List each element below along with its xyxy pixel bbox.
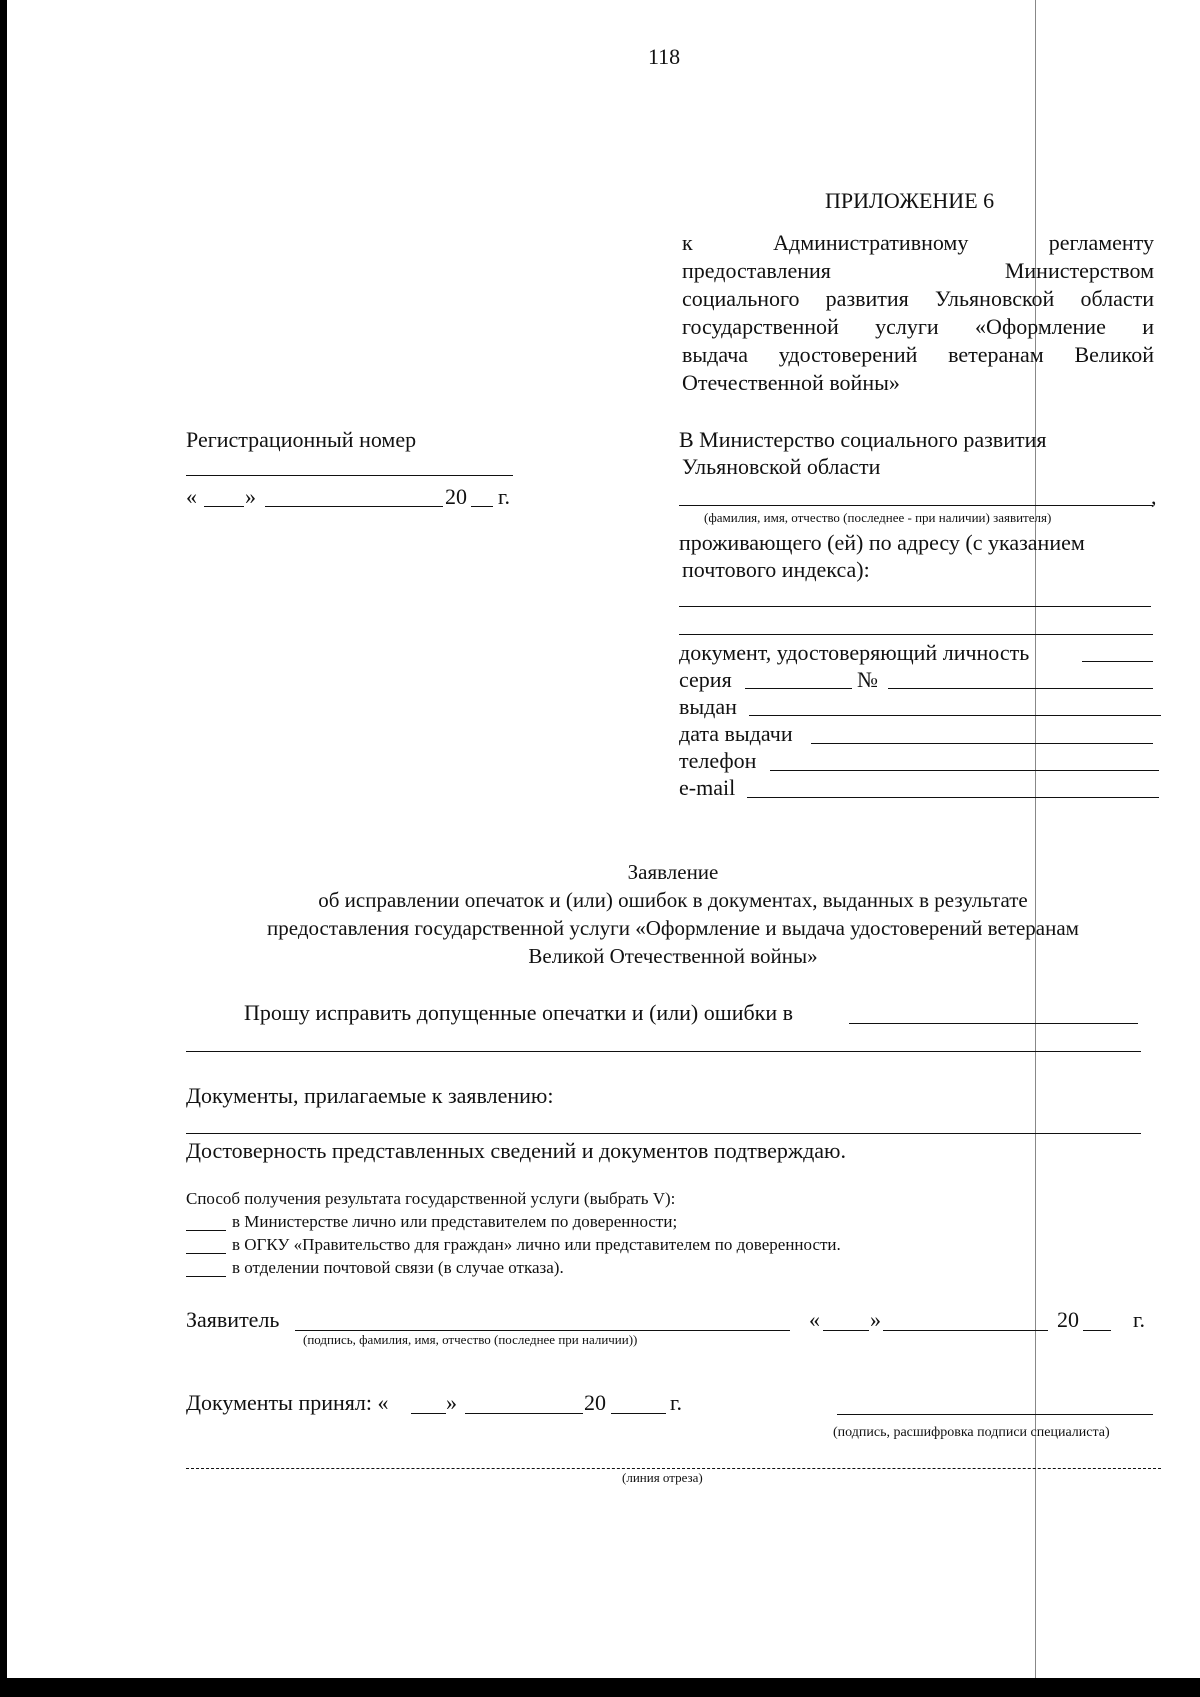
registration-label: Регистрационный номер [186, 427, 417, 452]
address-label-1: проживающего (ей) по адресу (с указанием [679, 530, 1085, 555]
cut-line [186, 1468, 1161, 1469]
appendix-line: социального развития Ульяновской области [682, 286, 1154, 311]
registration-date-open: « [186, 484, 197, 509]
recipient-line-1: В Министерство социального развития [679, 427, 1047, 452]
delivery-option-label: в ОГКУ «Правительство для граждан» лично или представителем по доверенности. [232, 1235, 841, 1254]
page-number: 118 [648, 44, 681, 69]
accepted-day-field[interactable] [411, 1413, 446, 1414]
issue-date-label: дата выдачи [679, 721, 793, 746]
request-field-1[interactable] [849, 1023, 1138, 1024]
attachments-field[interactable] [186, 1133, 1141, 1134]
applicant-label: Заявитель [186, 1307, 280, 1332]
delivery-option-label: в Министерстве лично или представителем по доверенности; [232, 1212, 678, 1231]
applicant-year-prefix: 20 [1057, 1307, 1079, 1332]
email-label: e-mail [679, 775, 736, 800]
appendix-line: выдача удостоверений ветеранам Великой [682, 342, 1154, 367]
applicant-date-open: « [809, 1307, 820, 1332]
accepted-year-field[interactable] [611, 1413, 666, 1414]
number-field[interactable] [888, 688, 1153, 689]
address-field-2[interactable] [679, 634, 1153, 635]
statement-subtitle-3: Великой Отечественной войны» [528, 944, 818, 968]
phone-label: телефон [679, 748, 757, 773]
registration-year-suffix: г. [498, 484, 511, 509]
applicant-caption: (подпись, фамилия, имя, отчество (последнее при наличии)) [303, 1332, 638, 1347]
registration-month-field[interactable] [265, 506, 443, 507]
statement-title: Заявление [627, 860, 719, 884]
id-document-field[interactable] [1082, 661, 1153, 662]
scan-edge-left [0, 0, 7, 1697]
registration-day-field[interactable] [204, 506, 244, 507]
recipient-line-2: Ульяновской области [682, 454, 881, 479]
scan-edge-bottom [0, 1678, 1200, 1697]
address-label-2: почтового индекса): [682, 557, 870, 582]
appendix-last-line: Отечественной войны» [682, 370, 900, 395]
delivery-option-checkbox[interactable] [186, 1253, 226, 1254]
cut-line-caption: (линия отреза) [622, 1470, 703, 1485]
series-label: серия [679, 667, 732, 692]
applicant-month-field[interactable] [883, 1330, 1048, 1331]
issued-field[interactable] [749, 715, 1161, 716]
issued-label: выдан [679, 694, 737, 719]
confirm-text: Достоверность представленных сведений и документов подтверждаю. [186, 1138, 846, 1163]
series-field[interactable] [745, 688, 852, 689]
attachments-label: Документы, прилагаемые к заявлению: [186, 1083, 554, 1108]
accepted-year-suffix: г. [670, 1390, 683, 1415]
specialist-caption: (подпись, расшифровка подписи специалиста) [833, 1425, 1110, 1440]
registration-year-field[interactable] [471, 506, 493, 507]
applicant-year-field[interactable] [1083, 1330, 1111, 1331]
accepted-year-prefix: 20 [584, 1390, 606, 1415]
appendix-line: предоставления Министерством [682, 258, 1154, 283]
statement-subtitle-1: об исправлении опечаток и (или) ошибок в документах, выданных в результате [318, 888, 1028, 912]
registration-number-field[interactable] [186, 475, 513, 476]
phone-field[interactable] [770, 770, 1159, 771]
number-label: № [857, 667, 878, 692]
id-document-label: документ, удостоверяющий личность [679, 640, 1030, 665]
appendix-title: ПРИЛОЖЕНИЕ 6 [825, 188, 995, 213]
name-caption: (фамилия, имя, отчество (последнее - при наличии) заявителя) [704, 510, 1052, 525]
request-text: Прошу исправить допущенные опечатки и (или) ошибки в [244, 1000, 794, 1025]
applicant-name-field[interactable] [679, 505, 1153, 506]
delivery-heading: Способ получения результата государственной услуги (выбрать V): [186, 1189, 676, 1208]
specialist-signature-field[interactable] [837, 1414, 1153, 1415]
accepted-label: Документы принял: « [186, 1390, 389, 1415]
applicant-year-suffix: г. [1133, 1307, 1146, 1332]
email-field[interactable] [747, 797, 1159, 798]
name-comma: , [1151, 484, 1157, 509]
appendix-line: государственной услуги «Оформление и [682, 314, 1154, 339]
request-field-2[interactable] [186, 1051, 1141, 1052]
appendix-text [682, 229, 1154, 397]
statement-subtitle-2: предоставления государственной услуги «Оформление и выдача удостоверений ветеранам [267, 916, 1079, 940]
statement-heading [186, 858, 1160, 970]
accepted-date-close: » [446, 1390, 457, 1415]
delivery-option-label: в отделении почтовой связи (в случае отказа). [232, 1258, 564, 1277]
applicant-signature-field[interactable] [295, 1330, 790, 1331]
delivery-option-checkbox[interactable] [186, 1276, 226, 1277]
accepted-month-field[interactable] [465, 1413, 583, 1414]
address-field-1[interactable] [679, 606, 1151, 607]
registration-year-prefix: 20 [445, 484, 467, 509]
delivery-option-checkbox[interactable] [186, 1230, 226, 1231]
applicant-day-field[interactable] [823, 1330, 869, 1331]
issue-date-field[interactable] [811, 743, 1153, 744]
applicant-date-close: » [870, 1307, 881, 1332]
appendix-line: к Административному регламенту [682, 230, 1154, 255]
registration-date-close: » [245, 484, 256, 509]
